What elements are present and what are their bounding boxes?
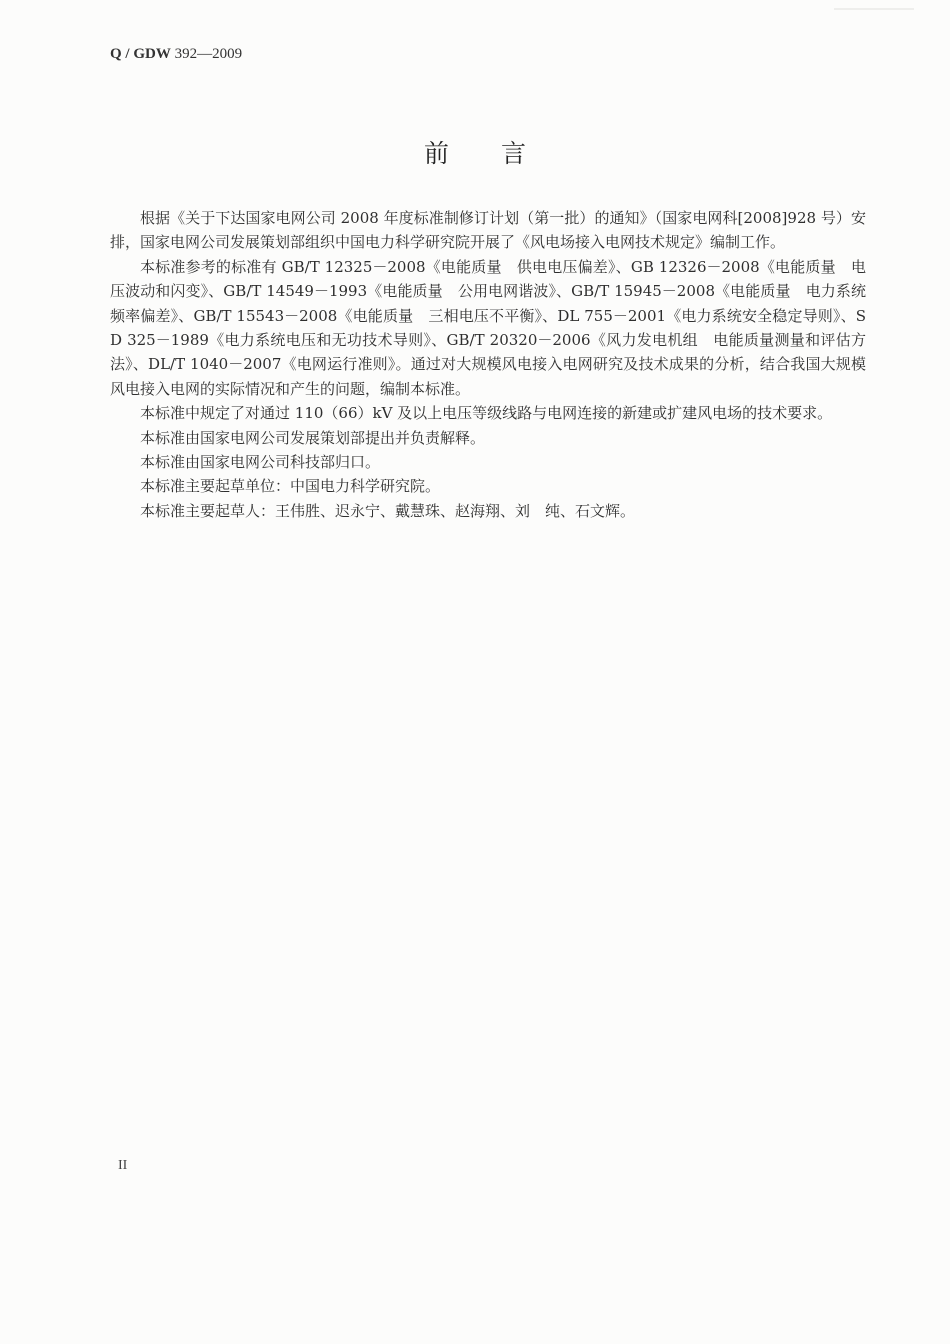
paragraph-administrator: 本标准由国家电网公司科技部归口。 — [140, 453, 381, 472]
page-title: 前言 — [423, 139, 578, 168]
paragraph-basis: 根据《关于下达国家电网公司 2008 年度标准制修订计划（第一批）的通知》（国家电网科[2008]928 号）安排，国家电网公司发展策划部组织中国电力科学研究院开展了《风电场接入电网技术规定》编制工作。 — [110, 209, 866, 252]
document-code-prefix: Q / GDW — [110, 46, 171, 62]
paragraph-drafters: 本标准主要起草人：王伟胜、迟永宁、戴慧珠、赵海翔、刘 纯、石文辉。 — [140, 501, 636, 520]
paragraph-scope: 本标准中规定了对通过 110（66）kV 及以上电压等级线路与电网连接的新建或扩建风电场的技术要求。 — [140, 404, 833, 423]
scan-artifact — [834, 8, 914, 10]
paragraph-proposer: 本标准由国家电网公司发展策划部提出并负责解释。 — [140, 428, 486, 447]
paragraph-drafting-unit: 本标准主要起草单位：中国电力科学研究院。 — [140, 477, 441, 496]
paragraph-references: 本标准参考的标准有 GB/T 12325－2008《电能质量 供电电压偏差》、GB 12326－2008《电能质量 电压波动和闪变》、GB/T 14549－1993《电能质量 公用电网谐波》、GB/T 15945－2008《电能质量 电力系统频率偏差》、GB/T 15543－2008《电能质量 三相电压不平衡》、DL 755－2001《电力系统安全稳定导则》、SD 325－1989《电力系统电压和无功技术导则》、GB/T 20320－2006《风力发电机组 电能质量测量和评估方法》、DL/T 1040－2007《电网运行准则》。通过对大规模风电接入电网研究及技术成果的分析，结合我国大规模风电接入电网的实际情况和产生的问题，编制本标准。 — [110, 257, 866, 398]
foreword-body — [110, 206, 866, 523]
document-code — [110, 46, 242, 63]
page-number: II — [118, 1158, 128, 1173]
document-code-number: 392—2009 — [170, 46, 243, 62]
